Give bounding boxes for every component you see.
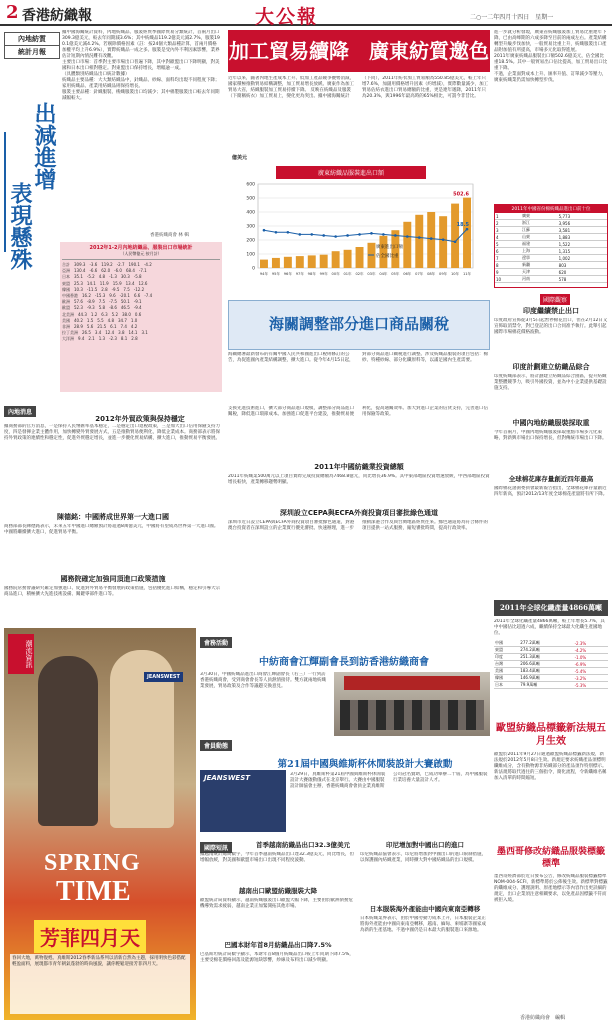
x-tick-label: 11年 [462,272,472,276]
vertical-title: 表現懸殊 [7,182,33,270]
data-label: 18.5 [456,222,469,229]
data-label: 502.6 [453,191,469,198]
legend-swatch [368,244,374,248]
table-cell: 遼寧 [521,255,558,262]
page-number: 2 [6,2,19,23]
nd-headline-5: 深圳設立CEPA與ECFA外商投資項目審批綠色通道 [279,509,439,517]
nd-article-1: 據商務部的官方消息，一是保持人民幣匯率基本穩定，二是穩定出口退稅政策，三是加大出口信用保險支持力度，四是發揮企業主體作用，加快轉變外貿發展方式，五是推動貿易便利化，降低企業成本。商務部表示將保持外貿政策的連續性和穩定性，促進外貿穩定增長，並進一步優化貿易結構，擴大進口，推動貿易平衡發展。 [4,424,220,441]
right-article-4: 今年首兩月，中國內地紡織服裝採取重點市場多元化策略，對新興市場出口保持增長，但對傳統市場出口下降。 [494,430,607,441]
tag-label: 內地紡質 [4,32,60,46]
brand-logo: 大公報 [255,6,319,28]
table-cell: 中國 [494,640,519,647]
line-point [334,235,337,238]
right-article-6: 歐盟於2011年9月27日通過歐盟紡織品標籤新法規，新法規於2012年5月8日生效。新規定要求紡織產品須標明纖維成分，含有動物源非紡織部分的產品須作特別標示。新法規將取代過往的三個指令，簡化流程，令新纖維名稱加入清單的時間縮短。 [494,752,607,781]
table-cell: 河南 [521,276,558,283]
legend-label: 廣東進出口額 [376,245,403,250]
lead-headline: 加工貿易續降 廣東紡質邀色 [228,30,490,72]
table-row [495,227,607,234]
com-article-1: 3月30日，中國紡織品進出口商會江輝副會長（右三）一行到訪香港紡織商會，受到商會會長等人員熱情接待。雙方就兩地紡織業發展，貿易政策及合作等議題交換意見。 [200,672,326,689]
table-cell: 浙江 [521,220,558,227]
table-cell: 277.2萬噸 [519,640,573,647]
market-table-box: 2011年全球化纖產量4866萬噸 2011年全球化纖產量4866萬噸，較上年增長5.7%，其中中國佔比超過六成，繼續保持全球最大化纖生產國地位。 中國 277.2萬噸 -2.3% 東盟 274.2萬噸 -4.2% 印度 251.3萬噸 -1.0% 台灣 206.6萬噸 -6.9% 美國 183.4萬噸 -5.4% 韓國 146.9萬噸 -3.2% 日本 79.9萬噸 -5.3% [494,600,608,718]
right-low-headline-2: 墨西哥修改紡織品服裝標籤標準 [496,847,605,869]
table-cell: -5.4% [574,668,608,675]
table-row [494,682,608,689]
bar [451,204,459,268]
nd-headline-1: 2012年外貿政策與保持穩定 [95,415,185,423]
intl-headline-1: 首季越南紡織品出口32.3億美元 [255,841,351,849]
table-row [495,248,607,255]
vertical-title: 出減進增 [31,102,57,190]
bar [260,260,268,268]
table-cell: 183.4萬噸 [519,668,573,675]
nd-article-5: 2011年紡織業500萬元以上項目實際完成投資總額為7468.8億元，同比增長36.9%。其中東部地區投資增速放緩，中西部地區投資增長較快，產業轉移趨勢明顯。 [228,474,490,485]
table-row [495,241,607,248]
table-cell: 韓國 [494,675,519,682]
fashion-ad [4,628,196,1020]
line-point [430,237,433,240]
com-article-2: 3月29日，真維斯杯第21屆中國與維斯杯休閒裝設計大賽啟動儀式在北京舉行。大賽由中國服裝設計師協會主辦，香港紡織商會會員企業真維斯公司冠名贊助，已成功舉辦二十屆，為中國服裝行業培養大量設計人才。 [290,772,488,789]
table-cell: 803 [558,262,607,269]
chart-ylabel: 億美元 [232,155,248,161]
x-tick-label: 01年 [343,272,352,276]
line-point [406,235,409,238]
right-headline: 印度計劃建立紡織品綜合 [512,363,590,371]
ad-brand: JEANSWEST [144,672,183,682]
com-headline-1: 中紡商會江輝副會長到訪香港紡織商會 [259,657,429,668]
bar [356,247,364,268]
nd-article-6: 深圳市近日設立CEPA與ECFA外商投資項目審批綠色通道，對港澳台投資者在深圳設立的企業實行優先審批、快速辦理，進一步推動深港合作及與台灣地區經貿往來。綠色通道將為符合條件的項目提供一站式服務，縮短審批時間，提高行政效率。 [228,520,488,531]
line-point [370,232,373,235]
table-cell: 福建 [521,241,558,248]
intl-article-5: 日本紡織業界表示，由於中國勞動力成本上升，日本服裝企業正將海外產能由中國向東南亞轉移，越南、緬甸、柬埔寨等國家成為新的生產基地。不過中國仍是日本最大的服裝進口來源地。 [360,916,486,933]
table-cell: 上海 [521,248,558,255]
table-cell: 620 [558,269,607,276]
table-cell: 5 [495,241,521,248]
bar [439,216,447,268]
table-cell: 3,581 [558,227,607,234]
table-cell: -3.2% [574,675,608,682]
section-tag: 國際短訊 [200,842,232,853]
chart-panel [228,148,490,298]
table-cell: 251.3萬噸 [519,654,573,661]
section-tag: 內地消息 [4,406,36,417]
right-low-headline-1: 歐盟紡織品標籤新法規五月生效 [496,723,606,747]
table-cell: 274.2萬噸 [519,647,573,654]
table-cell: 廣東 [521,213,558,220]
bar [427,212,435,268]
line-point [418,236,421,239]
province-table-title: 2011年中國省份棉紡織品進出口前十位 [495,205,607,213]
x-tick-label: 09年 [439,272,448,276]
line-point [299,233,302,236]
y-tick-label: 100 [246,252,255,258]
model-figure [38,656,98,826]
masthead [0,0,612,26]
chart-title: 廣東紡織品服裝進出口額 [276,166,426,179]
table-cell: 578 [558,276,607,283]
bar [463,198,471,268]
y-tick-label: 0 [252,266,255,272]
com-headline-2: 第21屆中國與維斯杯休閒裝設計大賽啟動 [277,759,453,770]
y-tick-label: 300 [246,224,255,230]
table-cell: -1.0% [574,654,608,661]
y-tick-label: 500 [246,196,255,202]
x-tick-label: 97年 [295,272,304,276]
table-row [494,654,608,661]
bar [272,258,280,268]
table-cell: 2 [495,220,521,227]
section-title: 香港紡織報 [22,8,92,24]
left-block [4,32,60,362]
bar-chart [228,148,490,298]
tag-label: 統計月報 [4,46,60,59]
stats-table: 2012年1-2月內地紡織品、服裝出口市場統計 （人民幣億元 按月計） 合計 309.3 -3.6 119.2 -2.7 190.1 -4.2 亞洲 130.4 -6.6 62.0 -6.0 68.4 -7.1 日本 35.1 -5.2 4.8 -1.3 30.3 -5.8 東盟 25.3 14.1 11.9 15.9 13.4 12.6 韓國 10.3 -11.5 2.8 -9.5 7.5 -12.2 中國香港 16.2 -15.3 9.6 -20.1 6.6 -7.4 歐洲 57.6 -8.9 7.5 -7.5 50.1 -9.1 歐盟 52.3 -9.3 5.8 -8.6 46.5 -9.4 北美洲 44.3 1.2 6.3 5.2 38.0 0.6 美國 40.2 1.5 5.5 4.8 34.7 1.0 非洲 28.9 5.6 21.5 6.1 7.4 4.2 拉丁美洲 26.5 3.4 12.4 3.8 14.1 3.1 大洋洲 9.4 2.1 1.3 -2.3 8.1 2.8 [60,242,222,392]
table-cell: 1,883 [558,234,607,241]
bar [403,222,411,268]
x-tick-label: 00年 [331,272,340,276]
line-point [454,240,457,243]
intl-headline-5: 日本服裝海外產能由中國向東南亞轉移 [369,905,481,913]
bar [415,215,423,268]
right-headline: 全球棉花庫存量創近四年最高 [508,475,594,483]
footer-credit: 香港紡織商會 編輯 [520,1015,566,1021]
table-row [495,262,607,269]
bar [379,236,387,268]
table-cell: 1 [495,213,521,220]
table-cell: 新疆 [521,262,558,269]
intl-headline-4: 印尼增加對中國出口的進口 [386,841,464,849]
table-cell: 6 [495,248,521,255]
table-cell: 1,315 [558,248,607,255]
ad-title-cn: 芳菲四月天 [34,920,146,953]
x-tick-label: 95年 [271,272,281,276]
x-tick-label: 10年 [450,272,460,276]
right-article-2: 印度政府宣佈從3月5日起暫停棉花出口，但在2月12日又宣佈取消禁令，對已登記的出口合同准予執行。此舉引起國際市場棉花價格波動。 [494,318,608,335]
x-tick-label: 06年 [403,272,412,276]
table-cell: 美國 [494,668,519,675]
x-tick-label: 07年 [415,272,424,276]
table-row [495,255,607,262]
bar [332,251,340,268]
table-cell: -5.3% [574,682,608,689]
table-cell: 4 [495,234,521,241]
y-tick-label: 400 [246,210,255,216]
line-point [310,233,313,236]
line-point [358,233,361,236]
x-tick-label: 02年 [355,272,364,276]
nd-headline-3: 國務院確定加強同頂進口政策措施 [60,575,166,583]
intl-headline-3: 巴國本財年首8月紡織品出口降7.5% [224,941,332,949]
line-point [275,231,278,234]
table-row [495,269,607,276]
x-tick-label: 03年 [367,272,376,276]
table-cell: 天津 [521,269,558,276]
section-tag: 會員動態 [200,740,232,751]
nd-article-4: 支援先進技術進口，擴大部分商品進口規模，調整部分商品進口關稅，降低進口環節成本。加強進口促進平台建設，推動貿易便利化，提高通關效率。加大對進口企業的信貸支持，完善進口信用保險等政策。 [228,406,488,417]
x-tick-label: 08年 [427,272,436,276]
line-point [322,234,325,237]
line-point [442,238,445,241]
line-point [287,231,290,234]
reporter-credit: 香港紡織商會 林 輯 [150,233,189,238]
table-cell: -6.9% [574,661,608,668]
table-cell: 山東 [521,234,558,241]
line-point [466,228,469,231]
bar [296,256,304,268]
event-photo [334,672,490,736]
market-table-title: 2011年全球化纖產量4866萬噸 [494,600,608,616]
right-article-5: 國際棉花諮詢委員會最新報告指出，全球棉花庫存量創近四年新高，預計2012/13年度全球棉花產量將有所下降。 [494,486,608,497]
y-tick-label: 200 [246,238,255,244]
table-cell: 印度 [494,654,519,661]
y-tick-label: 600 [246,182,255,188]
table-row [495,276,607,283]
table-cell: 8 [495,262,521,269]
table-row [495,220,607,227]
province-table [494,204,608,288]
table-row [494,675,608,682]
nd-article-2: 商務部部長陳德銘表示，未來五年中國進口總額預計將超過8萬億美元，中國將有望成為世界第一大進口國。中國將繼續擴大進口，促進貿易平衡。 [4,524,219,535]
lead-article: 近年以來，隨著內地生產成本上升、低加工產品競爭優勢消減，國家積極推動貿易結構調整，加工貿易增長放緩。廣東作為加工貿易大省，紡織服裝加工貿易持續下降。 反映在紡織品及服裝（下簡稱紡衣）加工貿易上，變化更為突出。據中國海關統計（下同），2011年紡衣加工貿易額為550.85億美元，較上年只增7.6%，加副用價格增升因素（約增減），實際數量減少，加工貿易佔紡衣進出口貿易總額的比重，更是連年遞降，2011年只為20.3%，與1996年最高時的65%相比，可謂今非昔比。 [228,76,489,99]
sub-headline: 海關調整部分進口商品關稅 [268,315,449,333]
table-cell: 1,002 [558,255,607,262]
intl-article-4: 印尼紡織品協會表示，印尼將增加對中國出口的進口限制措施，以保護國內紡織產業，同時擴大對中國紡織品的出口規模。 [360,852,486,863]
ad-text: 春回大地，萬物復甦。真維斯2012春季新品系列以清新自然為主題，採用明快色彩搭配輕盈面料，展現都市青年朝氣蓬勃的時尚風貌，讓你輕鬆迎接芳菲四月天。 [10,954,190,1014]
table-cell: 5,773 [558,213,607,220]
x-tick-label: 05年 [391,272,400,276]
section-tag: 會務活動 [200,637,232,648]
legend-label: 佔全國比重 [376,254,399,259]
table-row [494,647,608,654]
ad-spring: SPRING [44,850,141,876]
table-row [494,668,608,675]
table-cell: 台灣 [494,661,519,668]
intl-article-2: 歐盟統計局資料顯示，越南紡織服裝出口歐盟大幅下降，主要由於歐洲債務危機導致需求疲弱，越南企業正加緊開拓其他市場。 [200,898,353,909]
table-cell: 79.9萬噸 [519,682,573,689]
bar [320,255,328,268]
table-cell: 9 [495,269,521,276]
table-cell: 3,956 [558,220,607,227]
table-cell: -2.3% [574,640,608,647]
right-article-3: 印度紡織部表示，將計劃建立紡織品綜合園區，提升紡織業整體競爭力，吸引外國投資，並為中小企業提供基礎設施支持。 [494,374,607,391]
table-row [494,661,608,668]
x-tick-label: 94年 [259,272,269,276]
intl-article-3: 巴基斯坦統計局數字顯示，本財年首8個月紡織品出口較上年同期下降7.5%，主要受棉花價格回落及能源短缺影響，紗線及布料出口減少明顯。 [200,952,354,963]
table-cell: -4.2% [574,647,608,654]
x-tick-label: 99年 [319,272,328,276]
table-cell: 206.6萬噸 [519,661,573,668]
section-tag: 國際觀察 [540,294,570,305]
intl-headline-2: 越南出口歐盟紡織服裝大降 [239,887,317,895]
table-cell: 日本 [494,682,519,689]
line-point [346,234,349,237]
sub-headline-box [228,300,490,350]
intl-article-1: 據越南統計總局數字，今年首季越南紡織品出口達32.3億美元，同比增長，但增幅放緩，對美國和歐盟市場出口出現不同程度波動。 [200,852,355,863]
nd-headline-4: 2011年中國紡織業投資總額 [314,463,404,471]
ad-time: TIME [56,876,131,907]
bar [284,257,292,268]
bar [344,250,352,268]
right-article-1: 進一步就分析發現，廣東省紡織服裝加工貿易比重連年下降，已由高峰期的六成多降至目前的兩成左右。產業結構轉型升級步伐加快，一般貿易比重上升，紡織服裝出口產品附加值有所提高，市場多元化取得進展。 2011年廣東紡織品服裝出口額502.6億美元，佔全國比重18.5%。其中一般貿易出口佔比提高，加工貿易出口比重下降。 不過，企業面對成本上升、匯率升值、訂單減少等壓力，廣東紡織業仍需加快轉型步伐。 [494,30,608,83]
stats-article: 據中國海關統計資料，內地紡織品、服裝經貿季國際貿易分類統計，首兩月出口309.3億美元，較去年同期減3.6%；其中紡織品119.2億美元減2.7%，服裝190.1億美元減4.2%。若剔除價格因素（註：按24個大類品種計算，首兩月價格加權平均上升6.9%），實際紡織品一成之多。服裝是受內外不利因素影響，業界估計短期內情況難有改觀。 主要出口市場：首季對主要市場出口普遍下降，其中對歐盟出口下降明顯，對美國和日本出口相對穩定。對東盟出口保持增長，增幅逾一成。 （具體類別紡織品出口統計數據） 紡織品主要品種：大大類紡織品中，針織品、紗線、面料均出現不同程度下降；家用紡織品、產業用紡織品則保持增長。 服裝主要品種：針織服裝、梭織服裝出口均減少；其中棉製服裝出口較去年同期減幅較大。 [62,30,220,101]
nd-article-3: 國務院常務會議研究確定加強進口、促進對外貿易平衡發展的政策措施，包括優化進口結構，穩定和引導大宗商品進口，積極擴大先進技術設備、關鍵零部件進口等。 [4,586,220,597]
right-headline: 印度繼續禁止出口 [523,307,579,315]
tariff-article: 海關總署最新發布的有關中國人民共和國進出口稅則修訂的公告，為促進國內產業結構調整，擴大進口。從今年4月15日起，對部分商品進口關稅進行調整。涉及紡織品服裝的項目包括：棉紗、特種紗線、部分化纖原料等，以滿足國內生產需要。 [228,352,488,363]
right-headline: 中國內地紡織服裝採取重 [512,419,590,427]
table-cell: 7 [495,255,521,262]
table-row [495,234,607,241]
ad-label: 潮流資訊 [8,634,34,674]
line-point [382,233,385,236]
table-cell: 10 [495,276,521,283]
nd-headline-2: 陳德銘：中國將成世界第一大進口國 [57,513,169,521]
jeanswest-photo: JEANSWEST [200,770,286,832]
table-cell: 146.9萬噸 [519,675,573,682]
table-cell: 3 [495,227,521,234]
x-tick-label: 04年 [379,272,388,276]
bar [308,255,316,268]
table-cell: 1,522 [558,241,607,248]
right-article-7: 墨西哥經濟部於近日發布公告，修改紡織品服裝標籤標準NOM-004-SCFI，新標準將於公佈後生效。新標準對標籤的纖維成分、護理說明、原產地標示等內容作出更詳細的規定，出口企業須注意相關要求，以免產品因標籤不符而被拒入境。 [494,874,608,903]
issue-date: 二○一二年四月十四日 星期一 [470,14,554,21]
x-tick-label: 96年 [283,272,292,276]
line-point [394,234,397,237]
table-cell: 江蘇 [521,227,558,234]
x-tick-label: 98年 [307,272,316,276]
line-point [263,229,266,232]
table-cell: 東盟 [494,647,519,654]
